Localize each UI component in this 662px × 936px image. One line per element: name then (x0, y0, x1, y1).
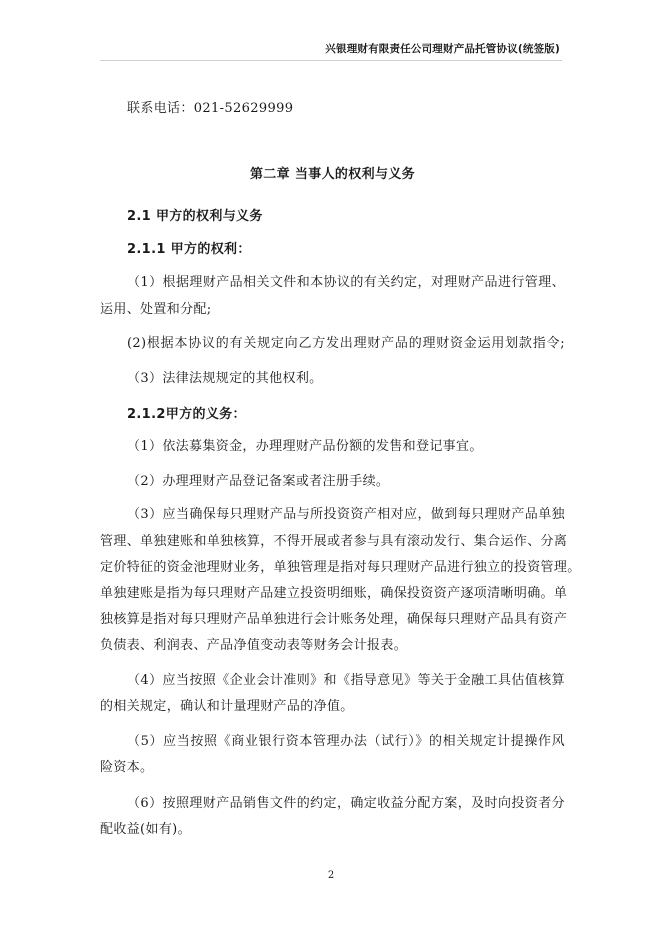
obligation-item-3-line-4: 单独建账是指为每只理财产品建立投资明细账，确保投资资产逐项清晰明确。单 (100, 586, 568, 601)
rights-item-2-line-1: (2)根据本协议的有关规定向乙方发出理财产品的理财资金运用划款指令; (127, 336, 565, 351)
obligation-item-3-line-2: 管理、单独建账和单独核算，不得开展或者参与具有滚动发行、集合运作、分离 (100, 534, 568, 549)
running-header: 兴银理财有限责任公司理财产品托管协议(统签版) (325, 43, 560, 55)
page-number: 2 (327, 870, 335, 881)
section-heading-2-1-1: 2.1.1 甲方的权利： (127, 242, 251, 257)
obligation-item-4-line-2: 的相关规定，确认和计量理财产品的净值。 (100, 699, 354, 714)
rights-item-1-line-2: 运用、处置和分配; (100, 302, 212, 317)
obligation-item-6-line-2: 配收益(如有)。 (100, 822, 191, 837)
obligation-item-5-line-1: （5）应当按照《商业银行资本管理办法（试行）》的相关规定计提操作风 (127, 734, 565, 749)
obligation-item-3-line-6: 负债表、利润表、产品净值变动表等财务会计报表。 (100, 638, 408, 653)
obligation-item-6-line-1: （6）按照理财产品销售文件的约定，确定收益分配方案，及时向投资者分 (127, 796, 565, 811)
header-divider (100, 60, 562, 61)
obligation-item-3-line-5: 独核算是指对每只理财产品单独进行会计账务处理，确保每只理财产品具有资产 (100, 612, 568, 627)
obligation-item-3-line-1: （3）应当确保每只理财产品与所投资资产相对应，做到每只理财产品单独 (127, 507, 565, 522)
obligation-item-3-line-3: 定价特征的资金池理财业务，单独管理是指对每只理财产品进行独立的投资管理。 (100, 560, 581, 575)
rights-item-1-line-1: （1）根据理财产品相关文件和本协议的有关约定，对理财产品进行管理、 (127, 275, 565, 290)
contact-phone: 联系电话：021-52629999 (127, 101, 294, 116)
chapter-title: 第二章 当事人的权利与义务 (249, 167, 416, 182)
obligation-item-2: （2）办理理财产品登记备案或者注册手续。 (127, 474, 390, 489)
obligation-item-5-line-2: 险资本。 (100, 760, 154, 775)
section-heading-2-1: 2.1 甲方的权利与义务 (127, 209, 263, 224)
section-heading-2-1-2: 2.1.2甲方的义务： (127, 407, 246, 422)
obligation-item-1: （1）依法募集资金，办理理财产品份额的发售和登记事宜。 (127, 439, 483, 454)
rights-item-3-line-1: （3）法律法规规定的其他权利。 (127, 371, 323, 386)
obligation-item-4-line-1: （4）应当按照《企业会计准则》和《指导意见》等关于金融工具估值核算 (127, 673, 565, 688)
